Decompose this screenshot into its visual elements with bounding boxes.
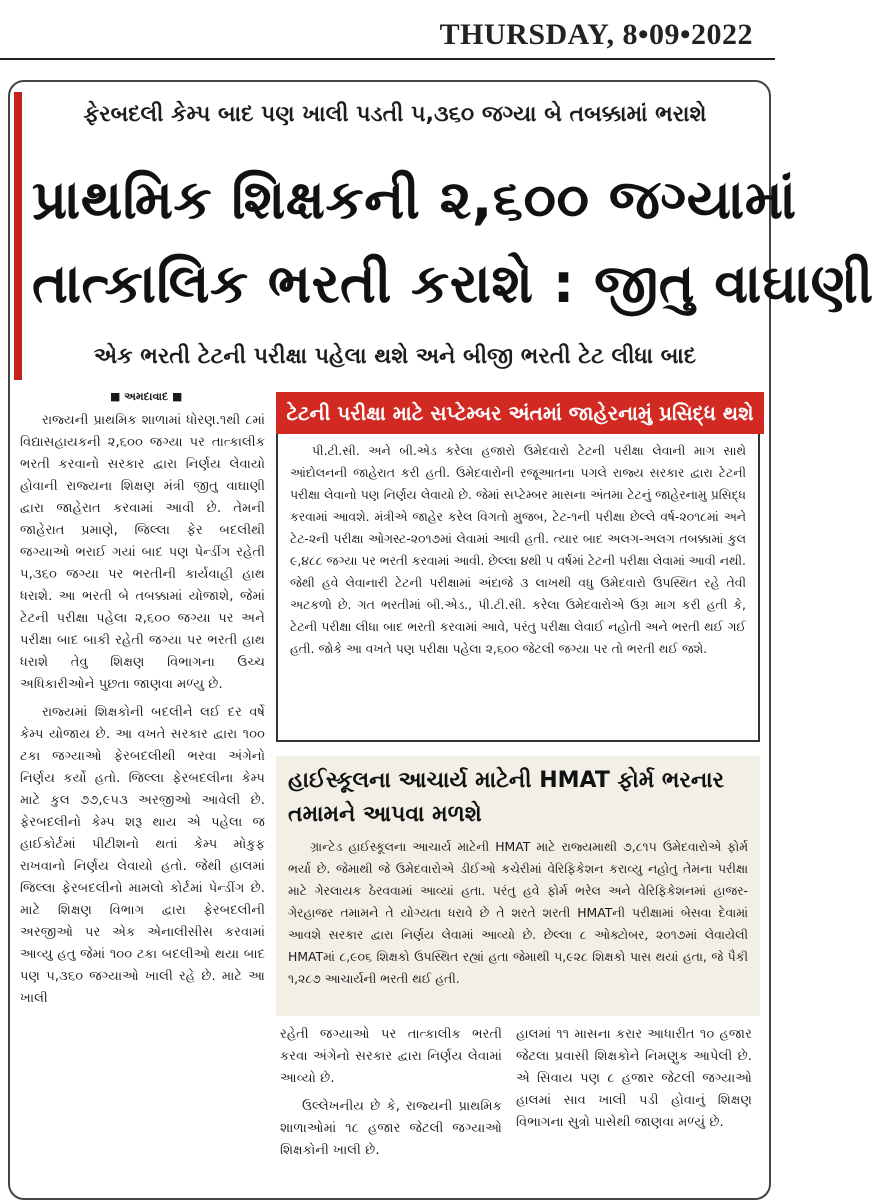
subhead: એક ભરતી ટેટની પરીક્ષા પહેલા થશે અને બીજી ભરતી ટેટ લીધા બાદ — [93, 344, 697, 369]
masthead-rule — [0, 58, 775, 60]
mid-paragraph: રહેતી જગ્યાઓ પર તાત્કાલીક ભરતી કરવા અંગેનો સરકાર દ્વારા નિર્ણય લેવામાં આવ્યો છે. — [280, 1027, 502, 1086]
tet-box-body: પી.ટી.સી. અને બી.એડ કરેલા હજારો ઉમેદવારો ટેટની પરીક્ષા લેવાની માગ સાથે આંદોલનની જાહેરાત કરી હતી. ઉમેદવારોની રજૂઆતના પગલે રાજ્ય સરકાર દ્વારા ટેટની પરીક્ષા લેવાનો પણ નિર્ણય લેવાયો છે. જેમાં સપ્ટેમ્બર માસના અંતમા ટેટનું જાહેરનામુ પ્રસિદ્ધ કરવામાં આવશે. મંત્રીએ જાહેર કરેલ વિગતો મુજબ, ટેટ-૧ની પરીક્ષા છેલ્લે વર્ષ-૨૦૧૮માં અને ટેટ-૨ની પરીક્ષા ઓગસ્ટ-૨૦૧૭માં લેવામાં આવી હતી. ત્યાર બાદ અલગ-અલગ તબક્કામાં કુલ ૯,૪૮૮ જગ્યા પર ભરતી કરવામાં આવી. છેલ્લા ૪થી ૫ વર્ષમાં ટેટની પરીક્ષા લેવામાં આવી નથી. જેથી હવે લેવાનારી ટેટની પરીક્ષામાં અંદાજે ૩ લાખથી વધુ ઉમેદવારો ઉપસ્થિત રહે તેવી અટકળો છે. ગત ભરતીમાં બી.એડ., પી.ટી.સી. કરેલા ઉમેદવારોએ ઉગ્ર માગ કરી હતી કે, ટેટની પરીક્ષા લીધા બાદ ભરતી કરવામાં આવે, પરંતુ પરીક્ષા લેવાઈ નહોતી અને ભરતી થઈ ગઈ હતી. જોકે આ વખતે પણ પરીક્ષા પહેલા ૨,૬૦૦ જેટલી જગ્યા પર તો ભરતી થઈ જશે. — [290, 443, 746, 656]
right-column — [516, 1024, 752, 1140]
headline-accent-bar — [14, 92, 22, 380]
hmat-box — [276, 756, 760, 1016]
right-paragraph: હાલમાં ૧૧ માસના કરાર આધારીત ૧૦ હજાર જેટલા પ્રવાસી શિક્ષકોને નિમણુક આપેલી છે. એ સિવાય પણ ૮ હજાર જેટલી જગ્યાઓ હાલમાં સાવ ખાલી પડી હોવાનું શિક્ષણ વિભાગના સુત્રો પાસેથી જાણવા મળ્યું છે. — [516, 1027, 752, 1130]
tet-box — [276, 406, 760, 742]
hmat-box-title: હાઈસ્કૂલના આચાર્ય માટેની HMAT ફોર્મ ભરનાર તમામને આપવા મળશે — [288, 768, 725, 827]
kicker: ફેરબદલી કેમ્પ બાદ પણ ખાલી પડતી ૫,૩૬૦ જગ્યા બે તબક્કામાં ભરાશે — [83, 102, 707, 127]
left-paragraph: રાજ્યમાં શિક્ષકોની બદલીને લઈ દર વર્ષે કેમ્પ યોજાય છે. આ વખતે સરકાર દ્વારા ૧૦૦ ટકા જગ્યાઓ ફેરબદલીથી ભરવા અંગેનો નિર્ણય કર્યો હતો. જિલ્લા ફેરબદલીના કેમ્પ માટે કુલ ૭૭,૯૫૩ અરજીઓ આવેલી છે. ફેરબદલીનો કેમ્પ શરૂ થાય એ પહેલા જ હાઈકોર્ટમાં પીટીશનો થતાં કેમ્પ મોકુફ રાખવાનો નિર્ણય લેવાયો હતો. જેથી હાલમાં જિલ્લા ફેરબદલીનો મામલો કોર્ટમાં પેન્ડીંગ છે. માટે શિક્ષણ વિભાગ દ્વારા ફેરબદલીની અરજીઓ પર એક એનાલીસીસ કરવામાં આવ્યુ હતુ જેમાં ૧૦૦ ટકા બદલીઓ થયા બાદ પણ ૫,૩૬૦ જગ્યાઓ ખાલી રહે છે. માટે આ ખાલી — [20, 705, 265, 1006]
dateline-city: અમદાવાદ — [124, 390, 169, 403]
headline-line-2: તાત્કાલિક ભરતી કરાશે : જીતુ વાઘાણી — [32, 252, 874, 315]
hmat-box-body: ગ્રાન્ટેડ હાઈસ્કૂલના આચાર્ય માટેની HMAT માટે રાજ્યમાથી ૭,૮૧૫ ઉમેદવારોએ ફોર્મ ભર્યા છે. જેમાથી જે ઉમેદવારોએ ડીઈઓ કચેરીમાં વેરિફિકેશન કરાવ્યુ નહોતુ તેમના પરીક્ષા માટે ગેરલાયક ઠેરવવામાં આવ્યાં હતા. પરંતુ હવે ફોર્મ ભરેલ અને વેરિફિકેશનમાં હાજર-ગેરહાજર તમામને તે યોગ્યતા ધરાવે છે તે શરતે શરતી HMATની પરીક્ષામાં બેસવા દેવામાં આવશે સરકાર દ્વારા નિર્ણય લેવામાં આવ્યો છે. છેલ્લા ૮ ઓક્ટોબર, ૨૦૧૭માં લેવાયેલી HMATમાં ૮,૯૦૬ શિક્ષકો ઉપસ્થિત રહ્યાં હતા જેમાથી ૫,૯૨૮ શિક્ષકો પાસ થયાં હતા, જે પૈકી ૧,૨૮૭ આચાર્યની ભરતી થઈ હતી. — [288, 839, 748, 986]
dateline — [110, 390, 182, 404]
left-paragraph: રાજ્યની પ્રાથમિક શાળામાં ધોરણ.૧થી ૮માં વિદ્યાસહાયકની ૨,૬૦૦ જગ્યા પર તાત્કાલીક ભરતી કરવાનો સરકાર દ્વારા નિર્ણય લેવાયો હોવાની રાજ્યના શિક્ષણ મંત્રી જીતુ વાઘાણી દ્વારા જાહેરાત કરવામાં આવી છે. તેમની જાહેરાત પ્રમાણે, જિલ્લા ફેર બદલીથી જગ્યાઓ ભરાઈ ગયાં બાદ પણ પેન્ડીંગ રહેતી ૫,૩૬૦ જગ્યા પર ભરતીની કાર્યવાહી હાથ ધરાશે. આ ભરતી બે તબક્કામાં યોજાશે, જેમાં ટેટની પરીક્ષા પહેલા ૨,૬૦૦ જગ્યા પર અને પરીક્ષા બાદ બાકી રહેતી જગ્યા પર ભરતી હાથ ધરાશે તેવુ શિક્ષણ વિભાગના ઉચ્ચ અધિકારીઓને પુછતા જાણવા મળ્યુ છે. — [20, 413, 265, 692]
left-column — [20, 410, 265, 1016]
middle-column — [280, 1024, 502, 1168]
headline-line-1: પ્રાથમિક શિક્ષકની ૨,૬૦૦ જગ્યામાં — [32, 168, 797, 231]
tet-box-banner: ટેટની પરીક્ષા માટે સપ્ટેમ્બર અંતમાં જાહેરનામું પ્રસિદ્ધ થશે — [276, 392, 764, 434]
masthead-date: THURSDAY, 8•09•2022 — [439, 18, 753, 51]
dateline-bullet: ■ — [168, 390, 183, 403]
mid-paragraph: ઉલ્લેખનીય છે કે, રાજ્યની પ્રાથમિક શાળાઓમાં ૧૮ હજાર જેટલી જગ્યાઓ શિક્ષકોની ખાલી છે. — [280, 1099, 502, 1158]
dateline-bullet: ■ — [110, 390, 125, 403]
